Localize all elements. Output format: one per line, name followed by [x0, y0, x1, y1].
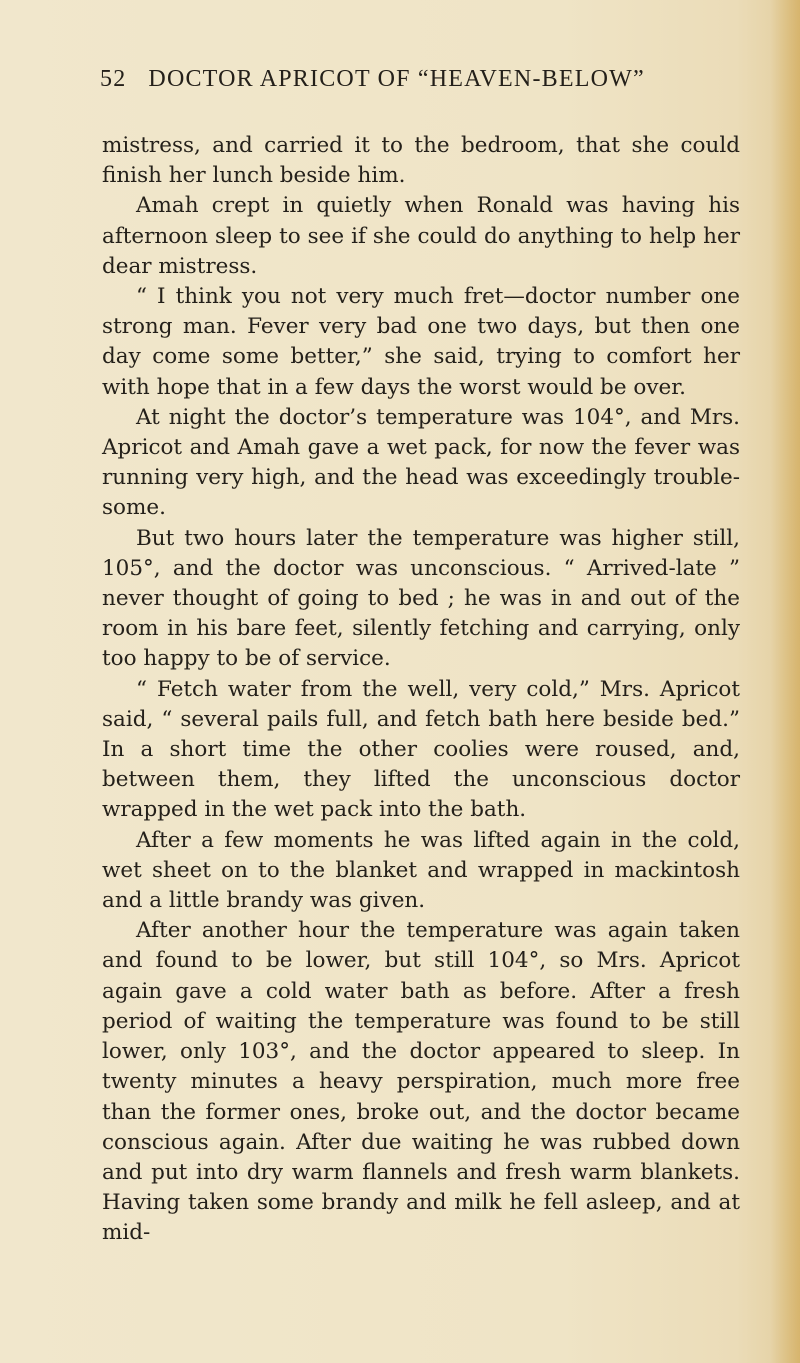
paragraph: After a few moments he was lifted again in the cold, wet sheet on to the blanket and wrapped in mackintosh and a little brandy was given.	[102, 827, 740, 914]
running-title: DOCTOR APRICOT OF “HEAVEN-BELOW”	[148, 66, 645, 92]
paragraph: After another hour the temperature was again taken and found to be lower, but still 104°, so Mrs. Apricot again gave a cold water bath as before. After a fresh period of waiting the temperature was found to be still lower, only 103°, and the doctor appeared to sleep. In twenty minutes a heavy perspiration, much more free than the former ones, broke out, and the doctor became conscious again. After due waiting he was rubbed down and put into dry warm flannels and fresh warm blankets. Having taken some brandy and milk he fell asleep, and at mid-	[102, 918, 740, 1246]
paragraph: At night the doctor’s temperature was 104°, and Mrs. Apricot and Amah gave a wet pack, for now the fever was running very high, and the head was exceedingly trouble-some.	[102, 404, 740, 521]
body-text	[102, 131, 740, 1249]
running-header	[100, 66, 740, 93]
page-edge-shadow	[770, 0, 800, 1363]
paragraph: mistress, and carried it to the bedroom, that she could finish her lunch beside him.	[102, 133, 740, 189]
page-number: 52	[100, 66, 127, 92]
paragraph: “ Fetch water from the well, very cold,” Mrs. Apricot said, “ several pails full, and fetch bath here beside bed.” In a short time the other coolies were roused, and, between them, they lifted the unconscious doctor wrapped in the wet pack into the bath.	[102, 676, 740, 823]
paragraph: “ I think you not very much fret—doctor number one strong man. Fever very bad one two days, but then one day come some better,” she said, trying to comfort her with hope that in a few days the worst would be over.	[102, 284, 740, 400]
paragraph: Amah crept in quietly when Ronald was having his afternoon sleep to see if she could do anything to help her dear mistress.	[102, 193, 740, 279]
paragraph: But two hours later the temperature was higher still, 105°, and the doctor was unconscious. “ Arrived-late ” never thought of going to bed ; he was in and out of the room in his bare feet, silently fetching and carrying, only too happy to be of service.	[102, 525, 740, 672]
